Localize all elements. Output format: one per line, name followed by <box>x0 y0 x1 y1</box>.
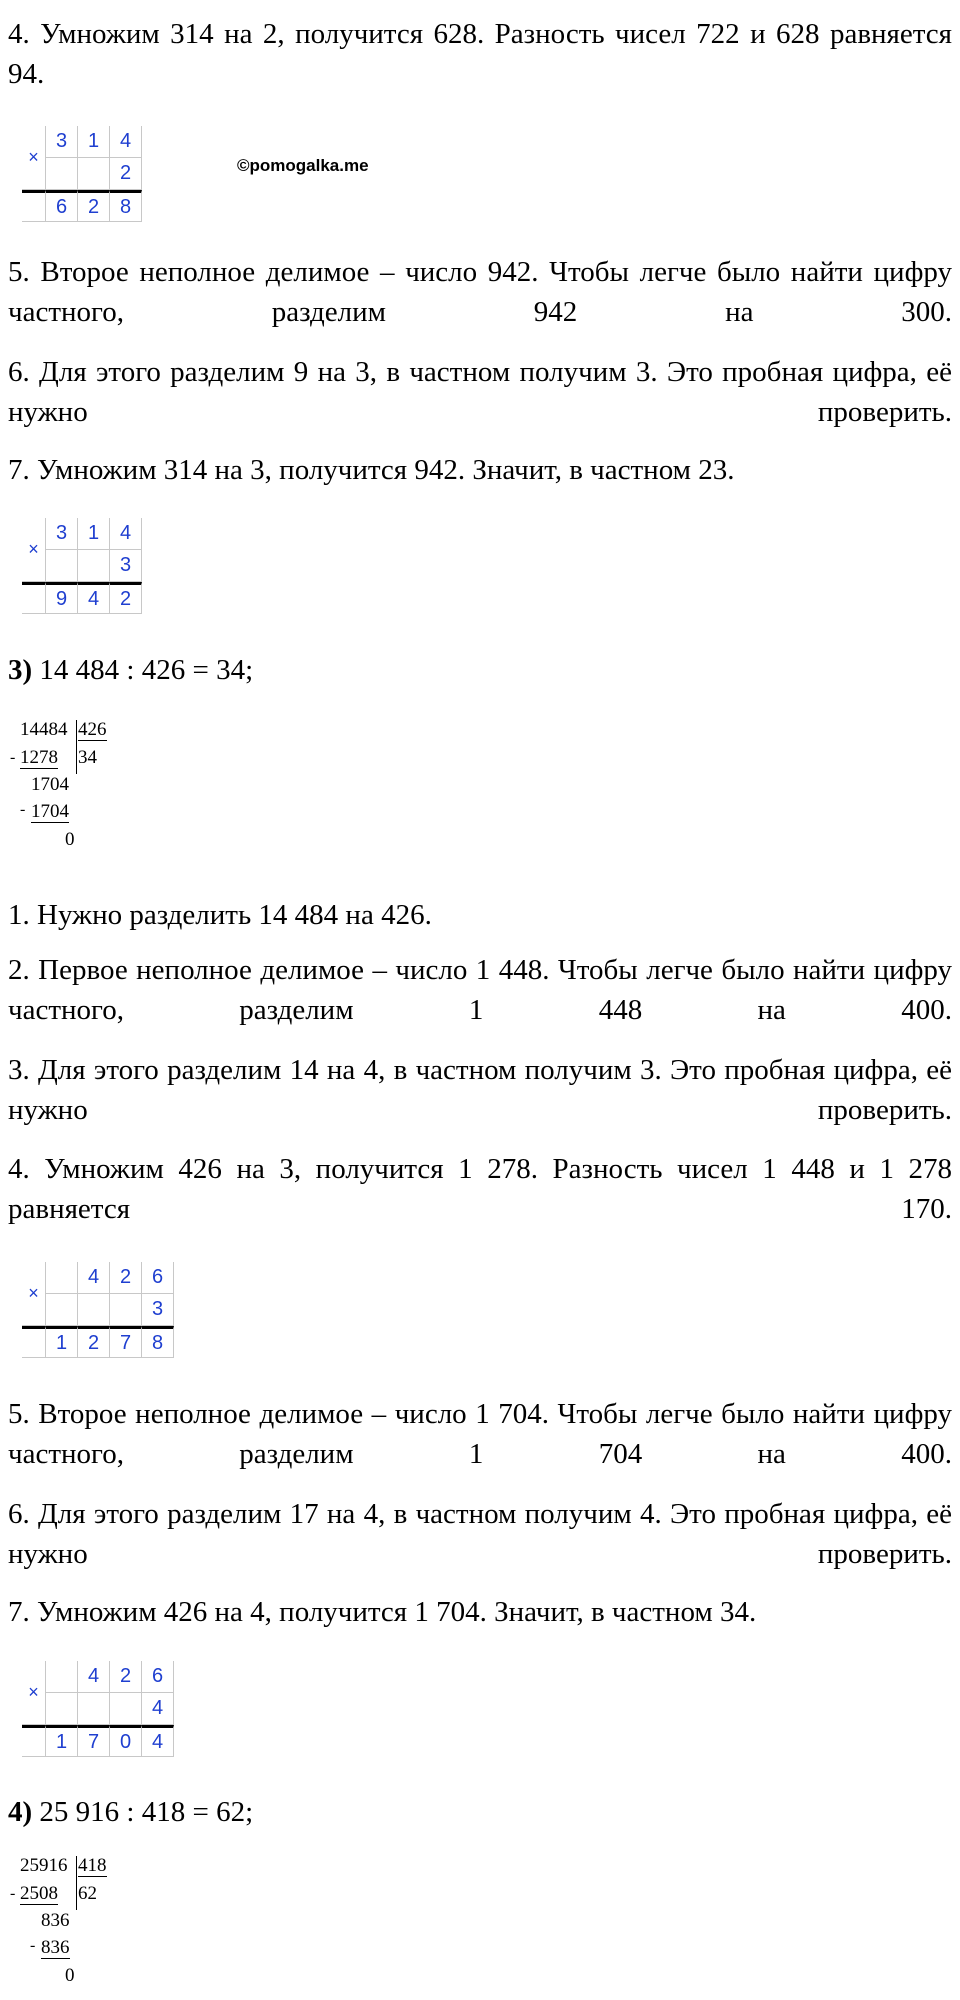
product-digit: 4 <box>142 1725 174 1757</box>
subtrahend-2: 1704 <box>31 801 69 822</box>
multiplication-grid <box>22 518 142 614</box>
step-7-text: 7. Умножим 314 на 3, получится 942. Значит, в частном 23. <box>8 454 735 486</box>
multiplicand-digit <box>46 1262 78 1294</box>
multiplier-digit <box>46 550 78 582</box>
multiplier-digit: 4 <box>142 1693 174 1725</box>
multiplier-digit <box>110 1294 142 1326</box>
product-digit: 7 <box>110 1326 142 1358</box>
minus-sign: - <box>10 749 16 766</box>
multiplicand-digit: 6 <box>142 1661 174 1693</box>
multiplier-digit <box>46 158 78 190</box>
dividend: 25916 <box>20 1855 68 1876</box>
watermark: ©pomogalka.me <box>237 156 369 175</box>
division-bar <box>76 1856 77 1910</box>
multiplicand-digit <box>46 1661 78 1693</box>
result-spacer-cell <box>22 1326 46 1358</box>
quotient: 62 <box>78 1883 97 1904</box>
multiplier-digit <box>78 1693 110 1725</box>
remainder-1: 1704 <box>31 774 69 795</box>
step-2-text: 2. Первое неполное делимое – число 1 448. Чтобы легче было найти цифру частного, разделим 1 448 на 400. <box>8 954 952 1026</box>
minus-sign: - <box>20 801 26 818</box>
subtrahend-1: 2508 <box>20 1883 58 1904</box>
subtrahend-1: 1278 <box>20 747 58 768</box>
product-digit: 8 <box>142 1326 174 1358</box>
product-digit: 4 <box>78 582 110 614</box>
problem-4-heading <box>8 1792 952 1832</box>
product-digit: 2 <box>78 1326 110 1358</box>
division-bar <box>76 720 77 774</box>
multiplier-digit: 3 <box>110 550 142 582</box>
problem-number: 3) <box>8 654 33 686</box>
minus-sign: - <box>10 1885 16 1902</box>
final-remainder: 0 <box>65 1965 75 1986</box>
product-digit: 1 <box>46 1326 78 1358</box>
step-5-text: 5. Второе неполное делимое – число 942. Чтобы легче было найти цифру частного, разделим 942 на 300. <box>8 256 952 328</box>
step-6-text: 6. Для этого разделим 9 на 3, в частном получим 3. Это пробная цифра, её нужно проверить. <box>8 356 952 428</box>
product-digit: 1 <box>46 1725 78 1757</box>
dividend: 14484 <box>20 719 68 740</box>
multiplicand-digit: 2 <box>110 1661 142 1693</box>
multiplicand-digit: 1 <box>78 518 110 550</box>
multiplier-digit <box>46 1693 78 1725</box>
multiplier-digit <box>78 550 110 582</box>
result-spacer-cell <box>22 190 46 222</box>
multiplier-digit <box>78 1294 110 1326</box>
problem-number: 4) <box>8 1796 33 1828</box>
divisor: 418 <box>78 1855 107 1876</box>
result-spacer-cell <box>22 582 46 614</box>
step-4-text: 4. Умножим 314 на 2, получится 628. Разность чисел 722 и 628 равняется 94. <box>8 18 952 90</box>
multiplication-grid <box>22 1661 174 1757</box>
step-3-text: 3. Для этого разделим 14 на 4, в частном получим 3. Это пробная цифра, её нужно проверить. <box>8 1054 952 1126</box>
multiplicand-digit: 2 <box>110 1262 142 1294</box>
multiplication-grid <box>22 1262 174 1358</box>
times-sign: × <box>22 518 46 582</box>
times-sign: × <box>22 1262 46 1326</box>
remainder-1: 836 <box>41 1910 70 1931</box>
multiplier-digit <box>78 158 110 190</box>
step-7-text: 7. Умножим 426 на 4, получится 1 704. Значит, в частном 34. <box>8 1596 757 1628</box>
times-sign: × <box>22 1661 46 1725</box>
multiplication-grid <box>22 126 142 222</box>
product-digit: 2 <box>78 190 110 222</box>
multiplier-digit <box>46 1294 78 1326</box>
step-1-text: 1. Нужно разделить 14 484 на 426. <box>8 899 432 931</box>
product-digit: 8 <box>110 190 142 222</box>
problem-equation: 25 916 : 418 = 62; <box>39 1796 254 1828</box>
multiplicand-digit: 4 <box>78 1661 110 1693</box>
multiplier-digit: 3 <box>142 1294 174 1326</box>
multiplicand-digit: 4 <box>78 1262 110 1294</box>
minus-sign: - <box>30 1937 36 1954</box>
problem-3-heading <box>8 650 952 690</box>
multiplicand-digit: 4 <box>110 518 142 550</box>
problem-equation: 14 484 : 426 = 34; <box>39 654 254 686</box>
quotient: 34 <box>78 747 97 768</box>
divisor: 426 <box>78 719 107 740</box>
multiplicand-digit: 1 <box>78 126 110 158</box>
multiplier-digit <box>110 1693 142 1725</box>
product-digit: 6 <box>46 190 78 222</box>
times-sign: × <box>22 126 46 190</box>
product-digit: 0 <box>110 1725 142 1757</box>
product-digit: 7 <box>78 1725 110 1757</box>
final-remainder: 0 <box>65 829 75 850</box>
multiplicand-digit: 4 <box>110 126 142 158</box>
step-6-text: 6. Для этого разделим 17 на 4, в частном получим 4. Это пробная цифра, её нужно проверить. <box>8 1498 952 1570</box>
multiplicand-digit: 3 <box>46 126 78 158</box>
product-digit: 2 <box>110 582 142 614</box>
product-digit: 9 <box>46 582 78 614</box>
step-4-text: 4. Умножим 426 на 3, получится 1 278. Разность чисел 1 448 и 1 278 равняется 170. <box>8 1153 952 1225</box>
multiplier-digit: 2 <box>110 158 142 190</box>
step-5-text: 5. Второе неполное делимое – число 1 704. Чтобы легче было найти цифру частного, разделим 1 704 на 400. <box>8 1398 952 1470</box>
multiplicand-digit: 6 <box>142 1262 174 1294</box>
subtrahend-2: 836 <box>41 1937 70 1958</box>
multiplicand-digit: 3 <box>46 518 78 550</box>
result-spacer-cell <box>22 1725 46 1757</box>
